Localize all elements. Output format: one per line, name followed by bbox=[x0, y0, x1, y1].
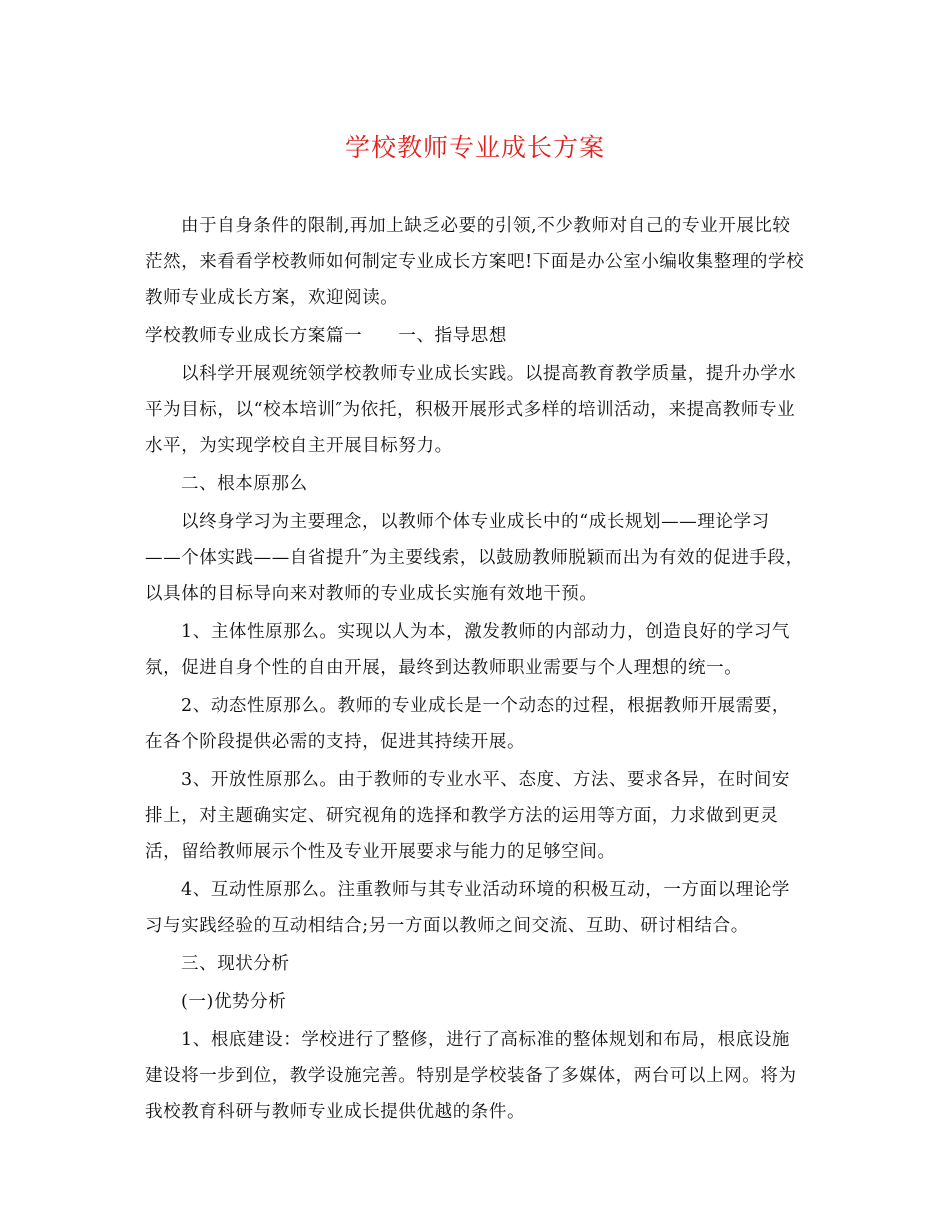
paragraph: 3、开放性原那么。由于教师的专业水平、态度、方法、要求各异，在时间安排上，对主题确实定、研究视角的选择和教学方法的运用等方面，力求做到更灵活，留给教师展示个性及专业开展要求与能力的足够空间。 bbox=[145, 770, 791, 862]
paragraph-heading: 二、根本原那么 bbox=[181, 474, 308, 494]
paragraph: 1、主体性原那么。实现以人为本，激发教师的内部动力，创造良好的学习气氛，促进自身个性的自由开展，最终到达教师职业需要与个人理想的统一。 bbox=[145, 622, 791, 678]
paragraph-section-heading: 学校教师专业成长方案篇一 一、指导思想 bbox=[145, 326, 507, 346]
document-body bbox=[145, 208, 805, 1132]
paragraph: 2、动态性原那么。教师的专业成长是一个动态的过程，根据教师开展需要，在各个阶段提供必需的支持，促进其持续开展。 bbox=[145, 696, 791, 752]
paragraph-intro: 由于自身条件的限制,再加上缺乏必要的引领,不少教师对自己的专业开展比较茫然，来看看学校教师如何制定专业成长方案吧!下面是办公室小编收集整理的学校教师专业成长方案，欢迎阅读。 bbox=[145, 216, 805, 308]
paragraph: 4、互动性原那么。注重教师与其专业活动环境的积极互动，一方面以理论学习与实践经验的互动相结合;另一方面以教师之间交流、互助、研讨相结合。 bbox=[145, 880, 791, 936]
paragraph: 以科学开展观统领学校教师专业成长实践。以提高教育教学质量，提升办学水平为目标，以“校本培训″为依托，积极开展形式多样的培训活动，来提高教师专业水平，为实现学校自主开展目标努力。 bbox=[145, 364, 797, 456]
paragraph-heading: 三、现状分析 bbox=[181, 954, 290, 974]
paragraph: 1、根底建设：学校进行了整修，进行了高标准的整体规划和布局，根底设施建设将一步到位，教学设施完善。特别是学校装备了多媒体，两台可以上网。将为我校教育科研与教师专业成长提供优越的条件。 bbox=[145, 1030, 797, 1122]
paragraph-heading: (一)优势分析 bbox=[181, 992, 287, 1012]
document-title: 学校教师专业成长方案 bbox=[344, 133, 605, 162]
paragraph: 以终身学习为主要理念，以教师个体专业成长中的“成长规划——理论学习——个体实践——自省提升″为主要线索，以鼓励教师脱颖而出为有效的促进手段，以具体的目标导向来对教师的专业成长实施有效地干预。 bbox=[145, 512, 804, 604]
